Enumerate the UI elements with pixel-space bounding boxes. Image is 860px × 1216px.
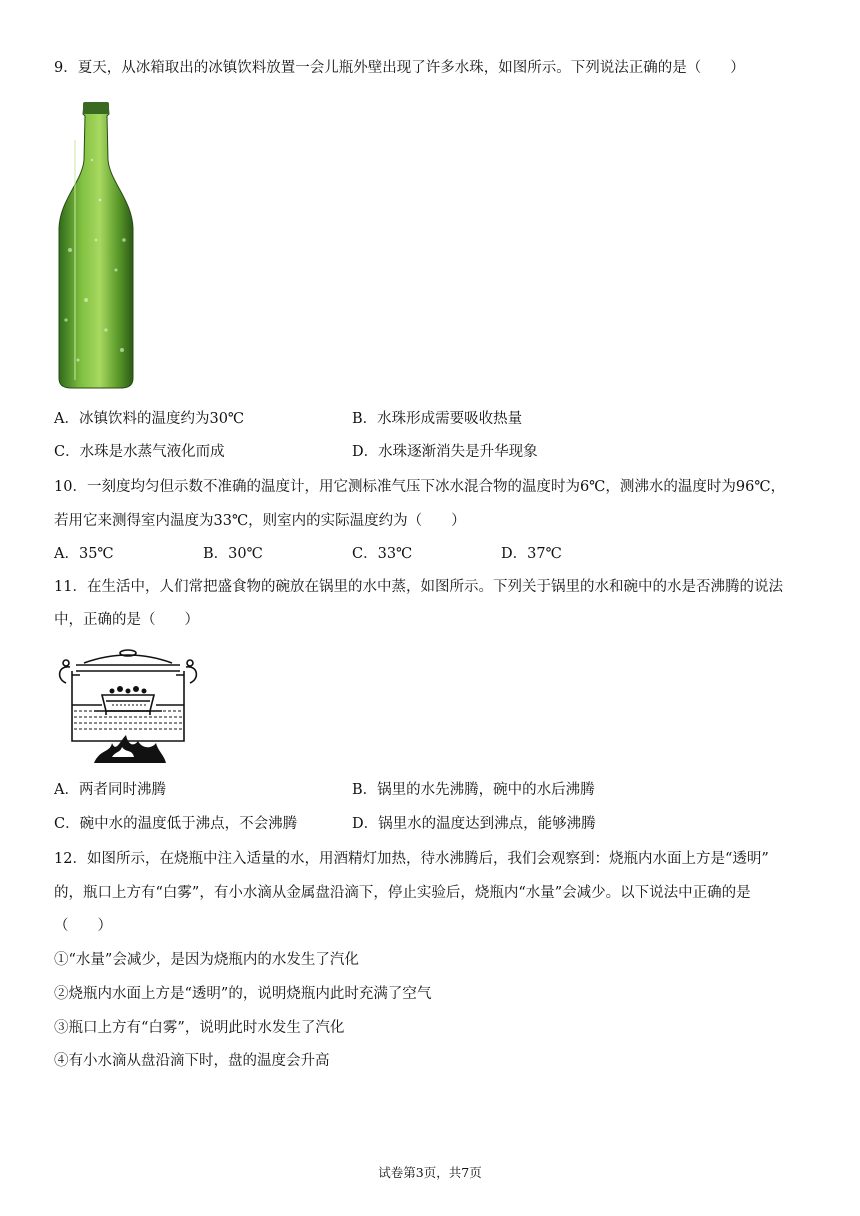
bottle-figure: [56, 100, 136, 390]
q9-option-d: D．水珠逐渐消失是升华现象: [352, 444, 538, 460]
page-footer: 试卷第3页，共7页: [378, 1165, 482, 1180]
q12-statement-2: ②烧瓶内水面上方是“透明”的，说明烧瓶内此时充满了空气: [54, 986, 432, 1002]
q9-option-a: A．冰镇饮料的温度约为30℃: [54, 411, 245, 427]
q11-option-b: B．锅里的水先沸腾，碗中的水后沸腾: [352, 782, 595, 798]
q10-option-d: D．37℃: [501, 546, 562, 562]
q10-stem-line1: 10．一刻度均匀但示数不准确的温度计，用它测标准气压下冰水混合物的温度时为6℃，测沸水的温度时为96℃，: [54, 479, 786, 495]
q9-option-b: B．水珠形成需要吸收热量: [352, 411, 523, 427]
q12-statement-3: ③瓶口上方有“白雾”，说明此时水发生了汽化: [54, 1020, 345, 1036]
q11-option-c: C．碗中水的温度低于沸点，不会沸腾: [54, 816, 298, 832]
q11-stem-line1: 11．在生活中，人们常把盛食物的碗放在锅里的水中蒸，如图所示。下列关于锅里的水和碗中的水是否沸腾的说法: [54, 579, 783, 595]
q10-option-b: B．30℃: [203, 546, 263, 562]
q11-option-d: D．锅里水的温度达到沸点，能够沸腾: [352, 816, 596, 832]
q11-option-a: A．两者同时沸腾: [54, 782, 166, 798]
q10-stem-line2: 若用它来测得室内温度为33℃，则室内的实际温度约为（ ）: [54, 513, 466, 529]
q12-statement-4: ④有小水滴从盘沿滴下时，盘的温度会升高: [54, 1053, 330, 1069]
q9-stem: 9．夏天，从冰箱取出的冰镇饮料放置一会儿瓶外壁出现了许多水珠，如图所示。下列说法正确的是（ ）: [54, 60, 745, 76]
q10-option-a: A．35℃: [54, 546, 114, 562]
q11-stem-line2: 中，正确的是（ ）: [54, 612, 199, 628]
q12-statement-1: ①“水量”会减少，是因为烧瓶内的水发生了汽化: [54, 952, 359, 968]
q10-option-c: C．33℃: [352, 546, 413, 562]
q12-stem-line2: 的，瓶口上方有“白雾”，有小水滴从金属盘沿滴下，停止实验后，烧瓶内“水量”会减少。以下说法中正确的是: [54, 885, 751, 901]
steaming-pot-figure: [54, 645, 202, 767]
q12-stem-line1: 12．如图所示，在烧瓶中注入适量的水，用酒精灯加热，待水沸腾后，我们会观察到：烧瓶内水面上方是“透明”: [54, 851, 769, 867]
q12-stem-line3: （ ）: [54, 918, 112, 934]
q9-option-c: C．水珠是水蒸气液化而成: [54, 444, 225, 460]
